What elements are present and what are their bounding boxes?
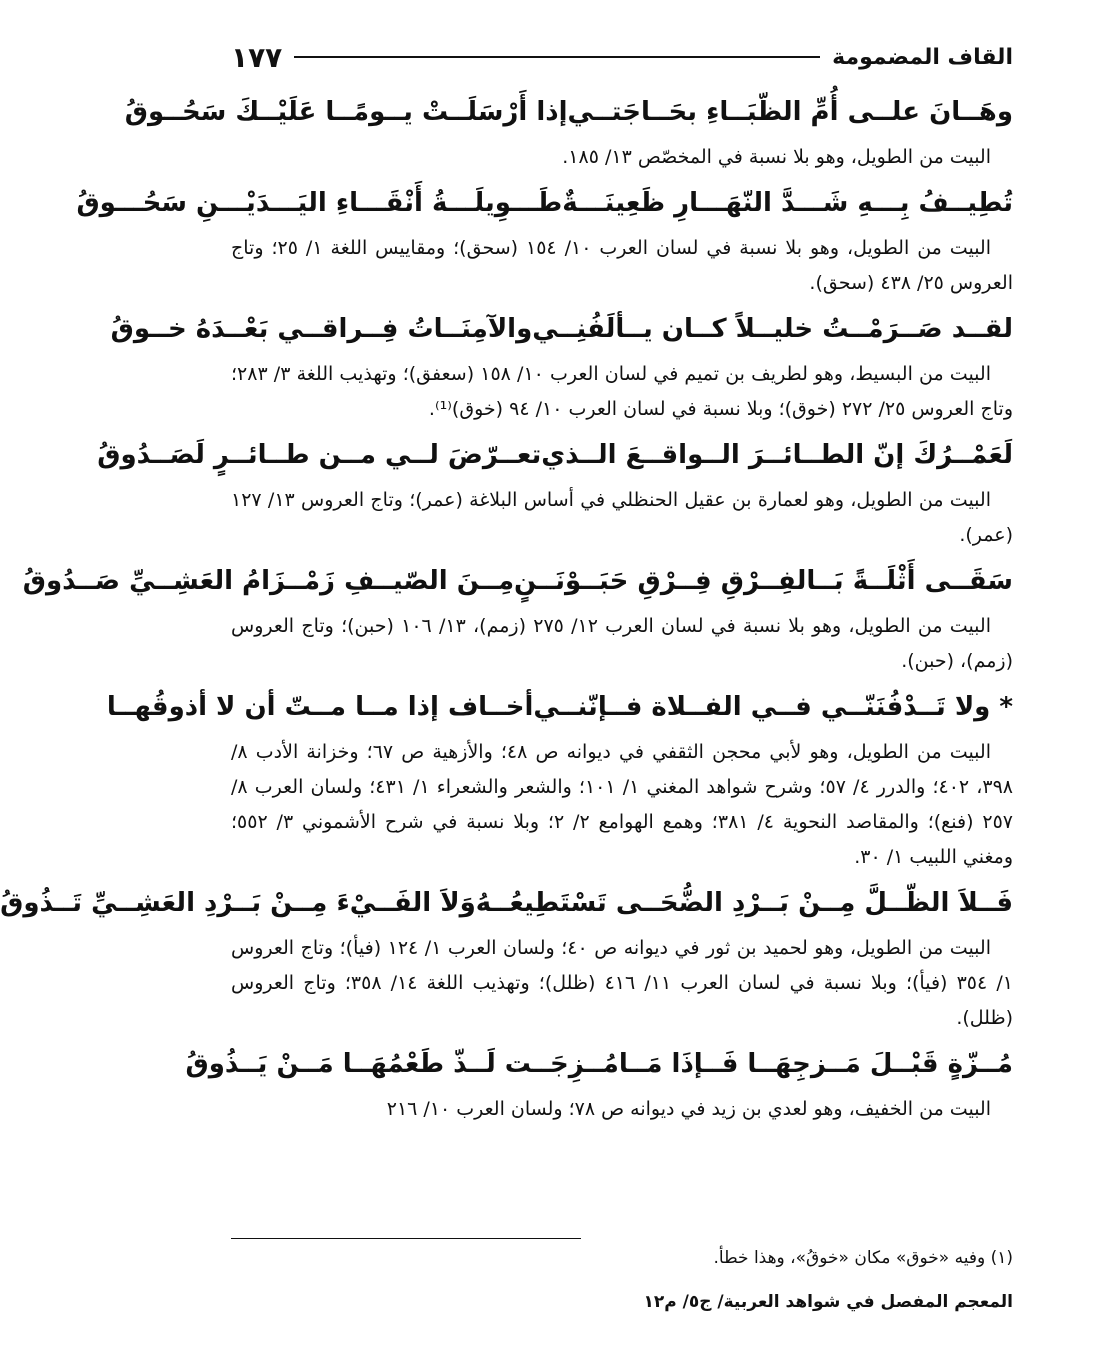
- verse-first-hemistich: تُطِيــفُ بِـــهِ شَـــدَّ النّهَـــارِ ظَعِينَـــةٌ: [562, 188, 1013, 218]
- verse-first-hemistich: * ولا تَــدْفُنَنّــي فــي الفــلاة فــإنّنــي: [533, 692, 1013, 722]
- verse-note: البيت من الطويل، وهو بلا نسبة في لسان العرب ١٠/ ١٥٤ (سحق)؛ ومقاييس اللغة ١/ ٢٥؛ وتاج العروس ٢٥/ ٤٣٨ (سحق).: [231, 237, 1013, 294]
- verse-first-hemistich: وهَــانَ علــى أُمِّ الظّبَــاءِ بحَــاجَتــي: [567, 97, 1013, 127]
- verse-second-hemistich: تعــرّضَ لــي مــن طــائــرٍ لَصَــدُوقُ: [97, 440, 542, 470]
- verse-note: البيت من الخفيف، وهو لعدي بن زيد في ديوانه ص ٧٨؛ ولسان العرب ١٠/ ٢١٦: [386, 1098, 991, 1120]
- verse-second-hemistich: مُــزِجَــت لَــذّ طَعْمُهَــا مَــنْ يَــذُوقُ: [185, 1049, 619, 1079]
- footnote: (١) وفيه «خوق» مكان «خوقُ»، وهذا خطأ.: [713, 1248, 1013, 1268]
- verse-second-hemistich: أخــاف إذا مــا مــتّ أن لا أذوقُهــا: [106, 692, 534, 722]
- verse-note: البيت من الطويل، وهو بلا نسبة في المخصّص ١٣/ ١٨٥.: [562, 146, 991, 168]
- verse-second-hemistich: والآمِنَــاتُ فِــراقــي بَعْــدَهُ خــوقُ: [110, 314, 533, 344]
- footer-credit: المعجم المفصل في شواهد العربية/ ج٥/ م١٢: [643, 1292, 1013, 1312]
- verse-second-hemistich: طَـــوِيلَـــةُ أَنْقَـــاءِ اليَـــدَيْـــنِ سَحُـــوقُ: [76, 188, 563, 218]
- verse-note: البيت من الطويل، وهو لأبي محجن الثقفي في ديوانه ص ٤٨؛ والأزهية ص ٦٧؛ وخزانة الأدب ٨/ ٣٩٨، ٤٠٢؛ والدرر ٤/ ٥٧؛ وشرح شواهد المغني ١/ ١٠١؛ والشعر والشعراء ١/ ٤٣١؛ ولسان العرب ٨/ ٢٥٧ (فنع)؛ والمقاصد النحوية ٤/ ٣٨١؛ وهمع الهوامع ٢/ ٢؛ وبلا نسبة في شرح الأشموني ٣/ ٥٥٢؛ ومغني اللبيب ١/ ٣٠.: [231, 741, 1013, 868]
- verse-second-hemistich: وَلاَ الفَــيْءَ مِــنْ بَــرْدِ العَشِــيِّ تَــذُوقُ: [0, 888, 476, 918]
- verse-first-hemistich: مُــزّةٍ قَبْــلَ مَــزجِهَــا فَــإذَا مَــا: [618, 1049, 1013, 1079]
- verse-second-hemistich: إذا أَرْسَلَــتْ يــومًــا عَلَيْــكَ سَحُــوقُ: [124, 97, 568, 127]
- section-title: القاف المضمومة: [832, 44, 1013, 70]
- verse-first-hemistich: سَقَــى أَثْلَــةً بَــالفِــرْقِ فِــرْقِ حَبَــوْنَــنٍ: [514, 566, 1013, 596]
- verse-first-hemistich: لقــد صَــرَمْــتُ خليــلاً كــان يــألَفُنِــي: [532, 314, 1013, 344]
- verse-first-hemistich: لَعَمْــرُكَ إنّ الطــائــرَ الــواقــعَ الــذي: [541, 440, 1013, 470]
- verse-first-hemistich: فَــلاَ الظّــلَّ مِــنْ بَــرْدِ الضُّحَــى تَسْتَطِيعُــهُ: [475, 888, 1013, 918]
- verse-note: البيت من الطويل، وهو بلا نسبة في لسان العرب ١٢/ ٢٧٥ (زمم)، ١٣/ ١٠٦ (حبن)؛ وتاج العروس (زمم)، (حبن).: [231, 615, 1013, 672]
- verse-note: البيت من الطويل، وهو لحميد بن ثور في ديوانه ص ٤٠؛ ولسان العرب ١/ ١٢٤ (فيأ)؛ وتاج العروس ١/ ٣٥٤ (فيأ)؛ وبلا نسبة في لسان العرب ١١/ ٤١٦ (ظلل)؛ وتهذيب اللغة ١٤/ ٣٥٨؛ وتاج العروس (ظلل).: [231, 937, 1013, 1029]
- footnote-rule: [231, 1238, 581, 1239]
- verse-second-hemistich: مِــنَ الصّيــفِ زَمْــزَامُ العَشِــيِّ صَــدُوقُ: [22, 566, 515, 596]
- footer-area: [231, 0, 1013, 1358]
- verse-note: البيت من البسيط، وهو لطريف بن تميم في لسان العرب ١٠/ ١٥٨ (سعفق)؛ وتهذيب اللغة ٣/ ٢٨٣؛ وتاج العروس ٢٥/ ٢٧٢ (خوق)؛ وبلا نسبة في لسان العرب ١٠/ ٩٤ (خوق)⁽¹⁾.: [231, 363, 1013, 420]
- verse-note: البيت من الطويل، وهو لعمارة بن عقيل الحنظلي في أساس البلاغة (عمر)؛ وتاج العروس ١٣/ ١٢٧ (عمر).: [231, 489, 1013, 546]
- page-number: ١٧٧: [231, 40, 283, 74]
